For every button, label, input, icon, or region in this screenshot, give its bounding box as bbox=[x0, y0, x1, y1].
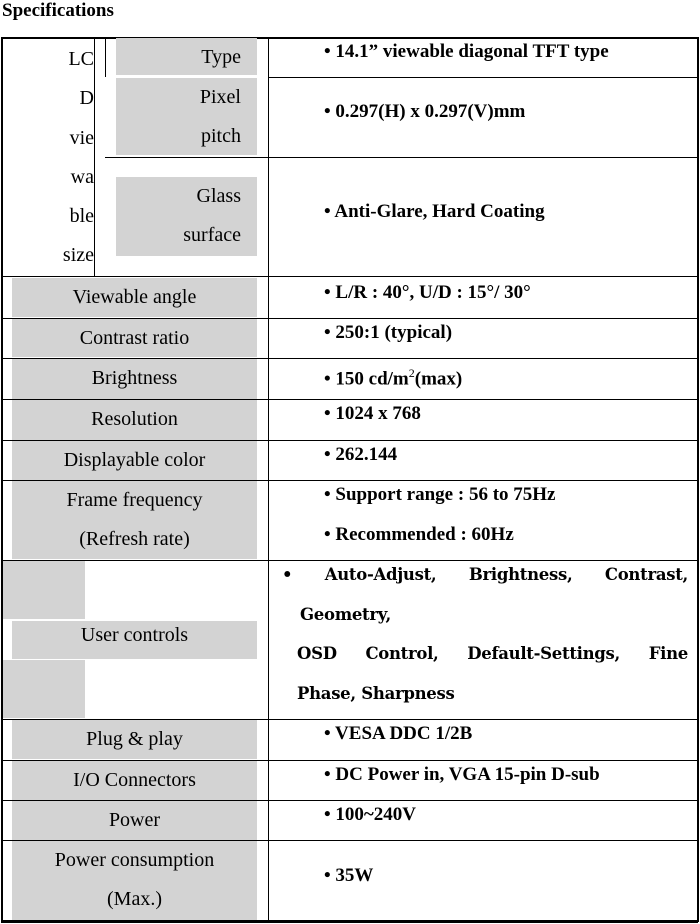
lcd-sublabel bbox=[116, 78, 257, 155]
lcd-inner-left-line bbox=[94, 37, 95, 276]
spec-label-line: Plug & play bbox=[86, 728, 183, 750]
spec-label bbox=[12, 761, 257, 800]
user-controls-word: Fine bbox=[648, 644, 688, 663]
spec-value: • Anti-Glare, Hard Coating bbox=[324, 201, 545, 222]
lcd-sublabel-line: surface bbox=[183, 224, 241, 246]
lcd-label-line: LC bbox=[68, 48, 94, 70]
spec-value: • VESA DDC 1/2B bbox=[324, 723, 473, 744]
spec-label bbox=[12, 400, 257, 440]
spec-label-line: (Refresh rate) bbox=[79, 528, 190, 550]
spec-label-line: Resolution bbox=[91, 408, 178, 430]
spec-label-line: Contrast ratio bbox=[79, 327, 190, 349]
lcd-sublabel-line: pitch bbox=[201, 125, 241, 147]
lcd-label-line: vie bbox=[69, 126, 94, 149]
spec-value: • 250:1 (typical) bbox=[324, 322, 453, 343]
user-controls-word: • bbox=[282, 565, 293, 584]
lcd-label-line: ble bbox=[69, 205, 94, 228]
spec-label bbox=[12, 720, 257, 759]
spec-label bbox=[12, 359, 257, 399]
user-controls-line bbox=[297, 634, 688, 674]
lcd-row-divider-1 bbox=[268, 77, 699, 78]
spec-label-line: Brightness bbox=[91, 367, 178, 389]
spec-value: • 262.144 bbox=[324, 444, 398, 465]
spec-value: • 0.297(H) x 0.297(V)mm bbox=[324, 101, 526, 122]
user-controls-shade-top bbox=[3, 561, 85, 619]
lcd-sublabel bbox=[116, 38, 257, 75]
spec-value: • 150 $cd/m^2(\max)$ bbox=[324, 366, 463, 390]
lcd-label-line: size bbox=[62, 244, 94, 267]
spec-label-line: Viewable angle bbox=[72, 286, 197, 308]
spec-label bbox=[12, 801, 257, 840]
user-controls-word: Brightness, bbox=[468, 565, 573, 584]
user-controls-line bbox=[300, 595, 391, 635]
spec-label bbox=[12, 481, 257, 559]
lcd-sublabel bbox=[116, 177, 257, 256]
user-controls-word: Default-Settings, bbox=[467, 644, 620, 663]
page-title: Specifications bbox=[2, 0, 114, 21]
lcd-viewable-size-label bbox=[12, 40, 94, 276]
spec-label-line: Power consumption bbox=[54, 849, 215, 871]
spec-value: • 1024 x 768 bbox=[324, 403, 421, 424]
spec-label bbox=[12, 278, 257, 317]
spec-label-line: Displayable color bbox=[63, 449, 206, 471]
superscript: 2 bbox=[408, 366, 415, 380]
spec-label bbox=[12, 841, 257, 920]
spec-label-line: Frame frequency bbox=[66, 489, 203, 511]
user-controls-word: Auto-Adjust, bbox=[324, 565, 437, 584]
spec-label bbox=[12, 319, 257, 357]
user-controls-line bbox=[282, 555, 688, 595]
user-controls-word: Contrast, bbox=[604, 565, 688, 584]
spec-value: • 35W bbox=[324, 865, 374, 886]
lcd-sublabel-line: Type bbox=[201, 46, 241, 68]
spec-value: • 14.1” viewable diagonal TFT type bbox=[324, 41, 609, 62]
value-suffix: (max) bbox=[414, 368, 463, 390]
user-controls-word: OSD bbox=[297, 644, 337, 663]
spec-value: • Recommended : 60Hz bbox=[324, 524, 514, 545]
lcd-row-divider-2 bbox=[268, 157, 699, 158]
lcd-sublabel-line: Pixel bbox=[199, 86, 241, 108]
lcd-label-line: D bbox=[79, 87, 94, 110]
user-controls-label: User controls bbox=[12, 621, 257, 659]
lcd-inner-right-line bbox=[105, 37, 106, 77]
spec-label-line: (Max.) bbox=[107, 888, 162, 910]
spec-value: • DC Power in, VGA 15-pin D-sub bbox=[324, 764, 600, 785]
lcd-subrow-divider bbox=[105, 157, 268, 158]
spec-value: • 100~240V bbox=[324, 804, 417, 825]
user-controls-shade-bottom bbox=[3, 660, 85, 718]
lcd-label-line: wa bbox=[70, 165, 94, 188]
table-bottom-border bbox=[1, 920, 698, 923]
user-controls-word: Control, bbox=[365, 644, 439, 663]
lcd-sublabel-line: Glass bbox=[196, 185, 241, 207]
spec-value: • L/R : 40°, U/D : 15°/ 30° bbox=[324, 282, 531, 303]
user-controls-word: Geometry, bbox=[300, 605, 391, 624]
spec-label-line: I/O Connectors bbox=[73, 769, 196, 791]
spec-label-line: Power bbox=[108, 809, 161, 831]
user-controls-word: Phase, Sharpness bbox=[297, 684, 455, 703]
spec-value: • Support range : 56 to 75Hz bbox=[324, 484, 556, 505]
spec-label bbox=[12, 441, 257, 480]
user-controls-line bbox=[297, 674, 454, 714]
